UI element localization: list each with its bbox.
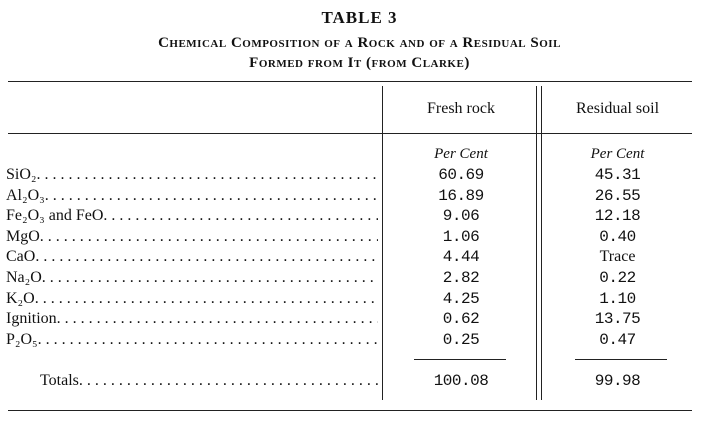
cell-fresh-rock: 4.44 bbox=[442, 248, 480, 266]
column-divider-left bbox=[382, 86, 383, 400]
cell-fresh-rock: 60.69 bbox=[438, 166, 484, 184]
column-divider-double-a bbox=[536, 86, 537, 400]
cell-residual-soil: 45.31 bbox=[594, 166, 641, 184]
row-label: Ignition . . . bbox=[6, 310, 378, 328]
bottom-rule bbox=[8, 410, 692, 411]
unit-fresh-rock: Per Cent bbox=[434, 146, 488, 162]
cell-residual-soil: 13.75 bbox=[594, 310, 641, 328]
row-label: CaO . . . bbox=[6, 248, 378, 266]
cell-residual-soil: Trace bbox=[599, 248, 636, 265]
column-divider-double-b bbox=[541, 86, 542, 400]
cell-residual-soil: 1.10 bbox=[599, 290, 636, 308]
cell-fresh-rock: 1.06 bbox=[442, 228, 480, 246]
cell-residual-soil: 0.40 bbox=[599, 228, 636, 246]
cell-fresh-rock: 2.82 bbox=[442, 269, 480, 287]
cell-fresh-rock: 16.89 bbox=[438, 187, 484, 205]
unit-residual-soil: Per Cent bbox=[590, 146, 645, 162]
cell-residual-soil: 26.55 bbox=[594, 187, 641, 205]
totals-label: Totals . . . bbox=[40, 372, 378, 390]
sum-line-residual bbox=[575, 359, 667, 360]
sum-line-fresh bbox=[414, 359, 506, 360]
cell-fresh-rock: 4.25 bbox=[442, 290, 480, 308]
totals-fresh-rock: 100.08 bbox=[433, 372, 489, 390]
row-label: Al₂O₃ . . . bbox=[6, 187, 378, 205]
totals-residual-soil: 99.98 bbox=[594, 372, 641, 390]
cell-residual-soil: 0.47 bbox=[599, 331, 636, 349]
cell-fresh-rock: 0.62 bbox=[442, 310, 480, 328]
cell-residual-soil: 12.18 bbox=[594, 207, 641, 225]
table-title: TABLE 3 bbox=[321, 8, 398, 27]
cell-fresh-rock: 0.25 bbox=[442, 331, 480, 349]
row-label: Na₂O . . . bbox=[6, 269, 378, 287]
table-subtitle-line2: Formed from It (from Clarke) bbox=[249, 55, 470, 71]
cell-fresh-rock: 9.06 bbox=[442, 207, 480, 225]
row-label: SiO₂ . . . bbox=[6, 166, 378, 184]
cell-residual-soil: 0.22 bbox=[599, 269, 636, 287]
row-label: K₂O . . . bbox=[6, 290, 378, 308]
column-header-fresh-rock: Fresh rock bbox=[427, 100, 495, 117]
header-rule bbox=[8, 133, 692, 134]
row-label: P₂O₅ . . . bbox=[6, 331, 378, 349]
table-subtitle-line1: Chemical Composition of a Rock and of a Residual Soil bbox=[158, 35, 561, 51]
row-label: MgO . . . bbox=[6, 228, 378, 246]
column-header-residual-soil: Residual soil bbox=[575, 100, 660, 117]
row-label: Fe₂O₃ and FeO . . . bbox=[6, 207, 378, 225]
top-rule bbox=[8, 81, 692, 82]
